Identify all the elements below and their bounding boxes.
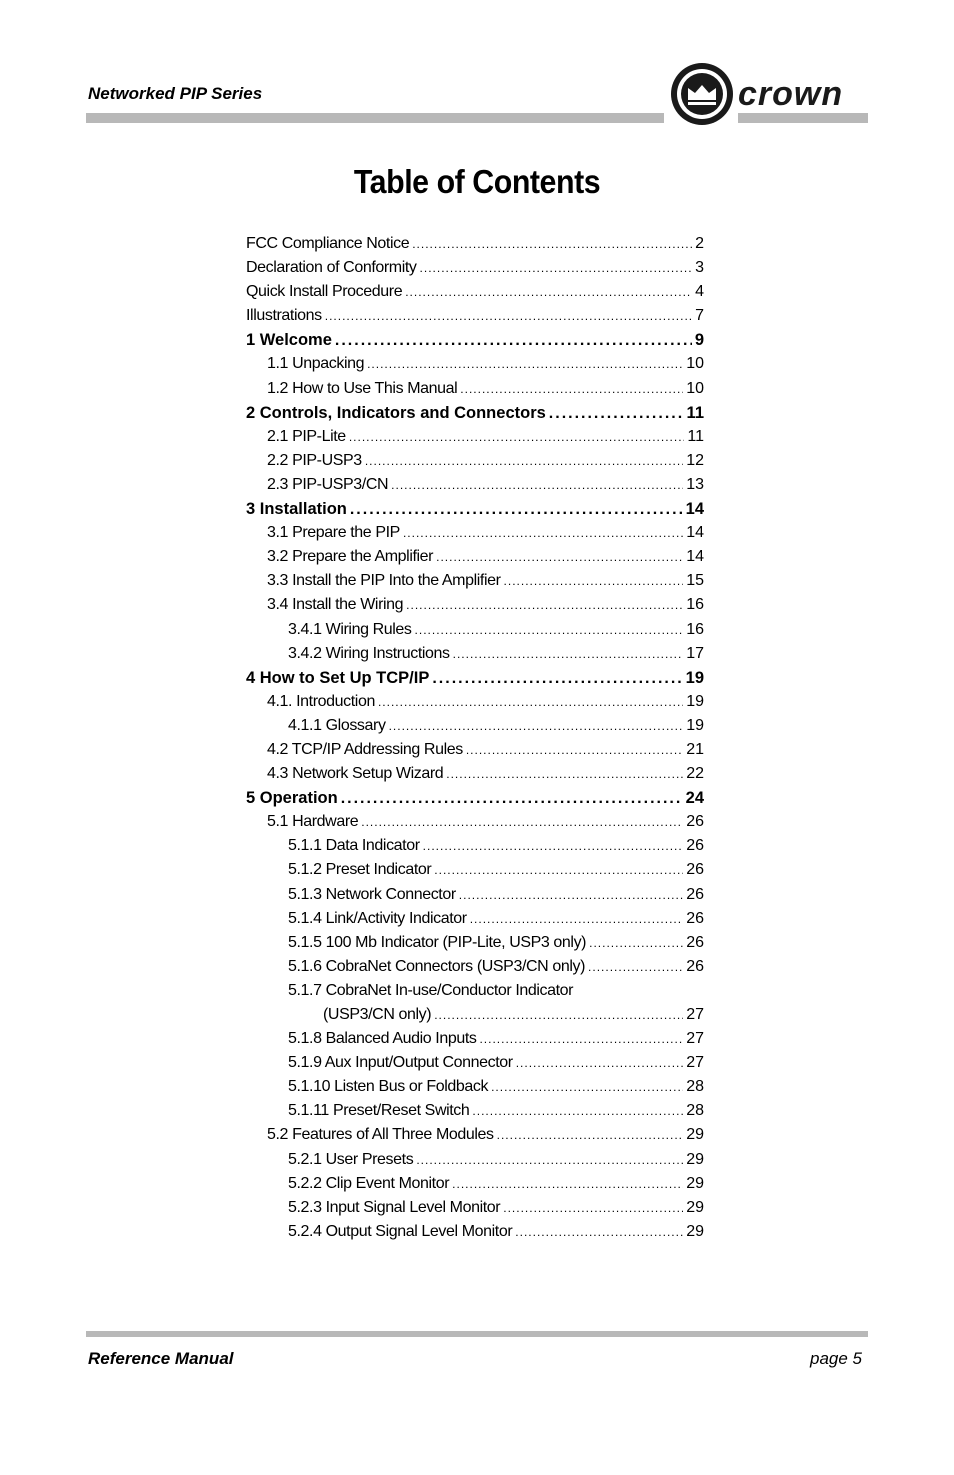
toc-entry-page: 26: [686, 885, 704, 903]
toc-entry-label: 3.4.1 Wiring Rules: [288, 620, 412, 638]
toc-entry-label: (USP3/CN only): [323, 1006, 432, 1023]
toc-entry-page: 14: [686, 548, 704, 566]
toc-entry-label: 3.4 Install the Wiring: [267, 596, 404, 614]
toc-entry-page: 29: [686, 1126, 704, 1144]
toc-leader-dots: [472, 1099, 683, 1123]
toc-entry-label: 4.1.1 Glossary: [288, 716, 386, 734]
toc-entry-label: 3.1 Prepare the PIP: [267, 524, 400, 542]
toc-entry[interactable]: [246, 425, 704, 449]
toc-entry-page: 19: [685, 668, 704, 687]
toc-leader-dots: [406, 593, 683, 617]
toc-entry-label: 4.2 TCP/IP Addressing Rules: [267, 740, 463, 758]
toc-entry[interactable]: [246, 521, 704, 545]
toc-entry[interactable]: [246, 714, 704, 738]
toc-leader-dots: [391, 473, 683, 497]
toc-entry-label: 5.1.1 Data Indicator: [288, 837, 420, 855]
toc-entry-page: 27: [686, 1030, 704, 1048]
toc-leader-dots: [350, 498, 683, 522]
toc-entry[interactable]: [246, 1075, 704, 1099]
toc-entry[interactable]: [246, 907, 704, 931]
toc-entry[interactable]: [246, 1196, 704, 1220]
toc-leader-dots: [549, 402, 684, 426]
toc-leader-dots: [432, 667, 682, 691]
toc-leader-dots: [415, 618, 684, 642]
toc-entry-page: 15: [686, 572, 704, 590]
toc-leader-dots: [378, 690, 683, 714]
toc-entry[interactable]: [246, 1148, 704, 1172]
toc-entry-label: 3 Installation: [246, 500, 347, 519]
toc-entry[interactable]: [246, 256, 704, 280]
toc-entry-page: 29: [686, 1222, 704, 1240]
toc-leader-dots: [423, 834, 684, 858]
toc-entry[interactable]: [246, 545, 704, 569]
toc-entry-page: 7: [695, 307, 704, 325]
toc-entry-label: 2.2 PIP-USP3: [267, 451, 362, 469]
toc-entry-label: 5.1.7 CobraNet In-use/Conductor Indicator: [288, 981, 574, 999]
toc-leader-dots: [434, 1003, 683, 1027]
toc-entry-page: 29: [686, 1150, 704, 1168]
toc-entry-label: 5.1.6 CobraNet Connectors (USP3/CN only): [288, 957, 586, 975]
toc-entry[interactable]: [246, 569, 704, 593]
toc-leader-dots: [341, 787, 683, 811]
toc-entry-page: 3: [695, 259, 704, 277]
toc-entry[interactable]: [246, 1172, 704, 1196]
toc-entry-label: 5.2.4 Output Signal Level Monitor: [288, 1222, 513, 1240]
toc-entry-page: 2: [695, 235, 704, 252]
toc-leader-dots: [589, 931, 683, 955]
toc-entry-page: 4: [695, 283, 704, 301]
toc-entry-label: 5.1.10 Listen Bus or Foldback: [288, 1078, 489, 1096]
toc-entry[interactable]: [246, 738, 704, 762]
toc-leader-dots: [588, 955, 683, 979]
toc-entry-page: 22: [686, 765, 704, 783]
page-title: Table of Contents: [353, 163, 601, 200]
table-of-contents: [246, 232, 704, 1244]
toc-entry-page: 16: [686, 596, 704, 614]
toc-entry[interactable]: [246, 1123, 704, 1147]
header-rule: [86, 113, 664, 123]
toc-leader-dots: [420, 256, 693, 280]
toc-entry-label: 5.1 Hardware: [267, 813, 359, 831]
toc-entry[interactable]: [246, 1099, 704, 1123]
toc-entry[interactable]: [246, 618, 704, 642]
toc-entry-page: 19: [686, 716, 704, 734]
toc-entry-page: 26: [686, 933, 704, 951]
toc-entry[interactable]: [246, 401, 704, 425]
toc-entry-page: 26: [686, 909, 704, 927]
toc-leader-dots: [459, 883, 683, 907]
toc-entry-page: 24: [685, 789, 704, 808]
toc-leader-dots: [497, 1123, 684, 1147]
header-series-title: Networked PIP Series: [88, 84, 263, 103]
toc-entry-label: FCC Compliance Notice: [246, 235, 410, 252]
toc-leader-dots: [403, 521, 683, 545]
toc-entry-page: 11: [686, 403, 704, 422]
toc-entry-label: 5.1.11 Preset/Reset Switch: [288, 1102, 470, 1120]
toc-leader-dots: [504, 569, 684, 593]
toc-entry-label: 2 Controls, Indicators and Connectors: [246, 403, 546, 422]
toc-entry-page: 26: [686, 813, 704, 831]
toc-entry[interactable]: [246, 979, 704, 1003]
footer-manual-title: Reference Manual: [88, 1349, 234, 1368]
toc-entry-label: 5.2.3 Input Signal Level Monitor: [288, 1198, 501, 1216]
toc-entry[interactable]: [246, 810, 704, 834]
toc-entry-page: 28: [686, 1102, 704, 1120]
toc-leader-dots: [325, 304, 692, 328]
toc-entry-label: Illustrations: [246, 307, 322, 325]
toc-leader-dots: [452, 1172, 683, 1196]
toc-leader-dots: [470, 907, 683, 931]
toc-entry-label: 5.1.4 Link/Activity Indicator: [288, 909, 467, 927]
toc-entry-page: 27: [686, 1054, 704, 1072]
toc-entry[interactable]: [246, 497, 704, 521]
toc-leader-dots: [460, 377, 683, 401]
logo-wordmark: crown: [738, 75, 844, 113]
toc-entry-page: 10: [686, 355, 704, 373]
toc-leader-dots: [389, 714, 684, 738]
toc-entry-label: 3.3 Install the PIP Into the Amplifier: [267, 572, 501, 590]
toc-entry-label: 5.1.8 Balanced Audio Inputs: [288, 1030, 477, 1048]
toc-entry-label: 1.1 Unpacking: [267, 355, 365, 373]
toc-entry[interactable]: [246, 858, 704, 882]
toc-leader-dots: [516, 1051, 684, 1075]
toc-entry-page: 13: [686, 475, 704, 493]
toc-entry-label: 5.2 Features of All Three Modules: [267, 1126, 494, 1144]
toc-entry-label: Quick Install Procedure: [246, 283, 403, 301]
toc-entry[interactable]: [246, 1220, 704, 1244]
toc-leader-dots: [349, 425, 685, 449]
toc-entry-label: 5.1.3 Network Connector: [288, 885, 456, 903]
toc-entry-label: 5 Operation: [246, 789, 338, 808]
toc-entry-label: 4.3 Network Setup Wizard: [267, 765, 444, 783]
toc-leader-dots: [466, 738, 683, 762]
toc-entry[interactable]: [246, 280, 704, 304]
toc-entry-page: 21: [686, 740, 704, 758]
toc-entry[interactable]: [246, 690, 704, 714]
toc-entry[interactable]: [246, 883, 704, 907]
toc-leader-dots: [412, 232, 692, 256]
toc-entry-page: 29: [686, 1174, 704, 1192]
toc-entry-label: 2.1 PIP-Lite: [267, 427, 346, 445]
toc-entry[interactable]: [246, 1027, 704, 1051]
toc-entry[interactable]: [246, 352, 704, 376]
toc-entry[interactable]: [246, 642, 704, 666]
toc-entry-page: 9: [694, 331, 704, 350]
toc-entry-label: 5.1.5 100 Mb Indicator (PIP-Lite, USP3 only): [288, 933, 587, 951]
toc-entry-label: 1 Welcome: [246, 331, 332, 350]
toc-entry-label: 5.1.9 Aux Input/Output Connector: [288, 1054, 513, 1072]
toc-entry[interactable]: [246, 328, 704, 352]
toc-leader-dots: [405, 280, 692, 304]
toc-entry-page: 26: [686, 861, 704, 879]
toc-entry[interactable]: [246, 593, 704, 617]
toc-entry[interactable]: [246, 449, 704, 473]
toc-leader-dots: [491, 1075, 683, 1099]
toc-entry-page: 10: [686, 379, 704, 397]
toc-entry-page: 14: [686, 524, 704, 542]
toc-entry-page: 26: [686, 957, 704, 975]
toc-entry-label: 2.3 PIP-USP3/CN: [267, 475, 389, 493]
footer-rule: [86, 1331, 868, 1337]
toc-entry[interactable]: [246, 786, 704, 810]
toc-leader-dots: [446, 762, 683, 786]
toc-entry[interactable]: [246, 377, 704, 401]
footer-page-number: page 5: [810, 1349, 862, 1368]
toc-entry-label: 5.1.2 Preset Indicator: [288, 861, 432, 879]
toc-entry[interactable]: [246, 762, 704, 786]
toc-entry-page: 12: [686, 451, 704, 469]
toc-entry-label: 4 How to Set Up TCP/IP: [246, 668, 430, 687]
toc-leader-dots: [416, 1148, 683, 1172]
toc-entry-label: Declaration of Conformity: [246, 259, 417, 277]
toc-entry-label: 3.2 Prepare the Amplifier: [267, 548, 434, 566]
toc-entry[interactable]: [246, 955, 704, 979]
toc-entry-page: 27: [686, 1006, 704, 1023]
toc-entry-page: 17: [686, 644, 704, 662]
toc-leader-dots: [453, 642, 684, 666]
toc-entry-page: 16: [686, 620, 704, 638]
toc-entry[interactable]: [246, 666, 704, 690]
toc-entry[interactable]: [246, 232, 704, 256]
toc-entry-label: 5.2.1 User Presets: [288, 1150, 414, 1168]
toc-entry-page: 19: [686, 692, 704, 710]
toc-entry[interactable]: [246, 1051, 704, 1075]
toc-entry-label: 1.2 How to Use This Manual: [267, 379, 458, 397]
crown-logo: [668, 60, 868, 128]
toc-entry[interactable]: [246, 931, 704, 955]
toc-leader-dots: [361, 810, 683, 834]
toc-entry-label: 5.2.2 Clip Event Monitor: [288, 1174, 450, 1192]
toc-entry[interactable]: [246, 304, 704, 328]
toc-entry-label: 3.4.2 Wiring Instructions: [288, 644, 450, 662]
toc-entry-page: 11: [687, 427, 704, 445]
toc-entry[interactable]: [246, 1003, 704, 1027]
toc-entry[interactable]: [246, 834, 704, 858]
toc-entry[interactable]: [246, 473, 704, 497]
toc-leader-dots: [434, 858, 683, 882]
toc-leader-dots: [503, 1196, 683, 1220]
toc-entry-page: 29: [686, 1198, 704, 1216]
toc-entry-page: 26: [686, 837, 704, 855]
toc-leader-dots: [479, 1027, 683, 1051]
toc-leader-dots: [335, 329, 692, 353]
toc-entry-page: 14: [685, 500, 704, 519]
toc-leader-dots: [515, 1220, 683, 1244]
toc-entry-page: 28: [686, 1078, 704, 1096]
toc-leader-dots: [367, 352, 683, 376]
toc-leader-dots: [436, 545, 683, 569]
toc-leader-dots: [365, 449, 683, 473]
toc-entry-label: 4.1. Introduction: [267, 692, 375, 710]
